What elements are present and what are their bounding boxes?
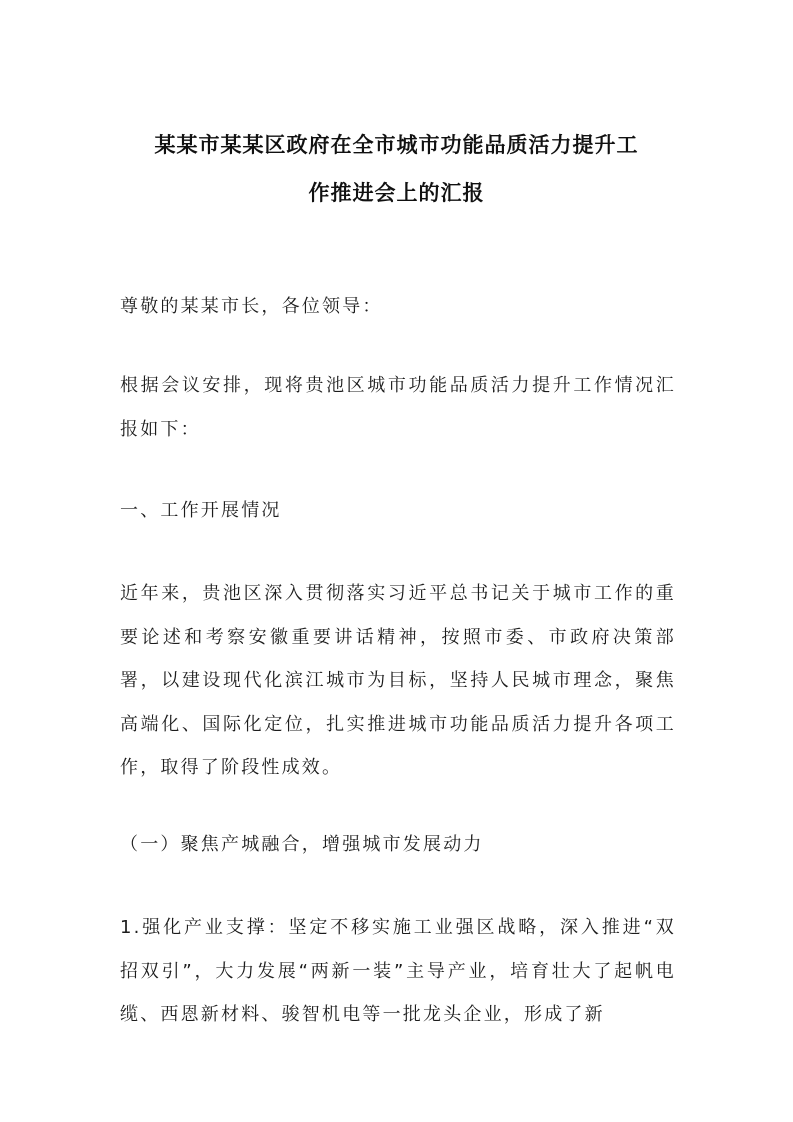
intro-paragraph: 根据会议安排，现将贵池区城市功能品质活力提升工作情况汇报如下： [120, 375, 676, 440]
document-title-line-2: 作推进会上的汇报 [308, 181, 485, 205]
item-paragraph: 1.强化产业支撑：坚定不移实施工业强区战略，深入推进“双招双引”，大力发展“两新一装”主导产业，培育壮大了起帆电缆、西恩新材料、骏智机电等一批龙头企业，形成了新 [120, 917, 676, 1025]
section-body-paragraph: 近年来，贵池区深入贯彻落实习近平总书记关于城市工作的重要论述和考察安徽重要讲话精神，按照市委、市政府决策部署，以建设现代化滨江城市为目标，坚持人民城市理念，聚焦高端化、国际化定位，扎实推进城市功能品质活力提升各项工作，取得了阶段性成效。 [120, 583, 676, 778]
document-title-line-1: 某某市某某区政府在全市城市功能品质活力提升工 [154, 133, 639, 157]
section-heading: 一、工作开展情况 [120, 500, 282, 521]
greeting: 尊敬的某某市长，各位领导： [120, 296, 383, 317]
subsection-heading: （一）聚焦产城融合，增强城市发展动力 [120, 834, 484, 855]
